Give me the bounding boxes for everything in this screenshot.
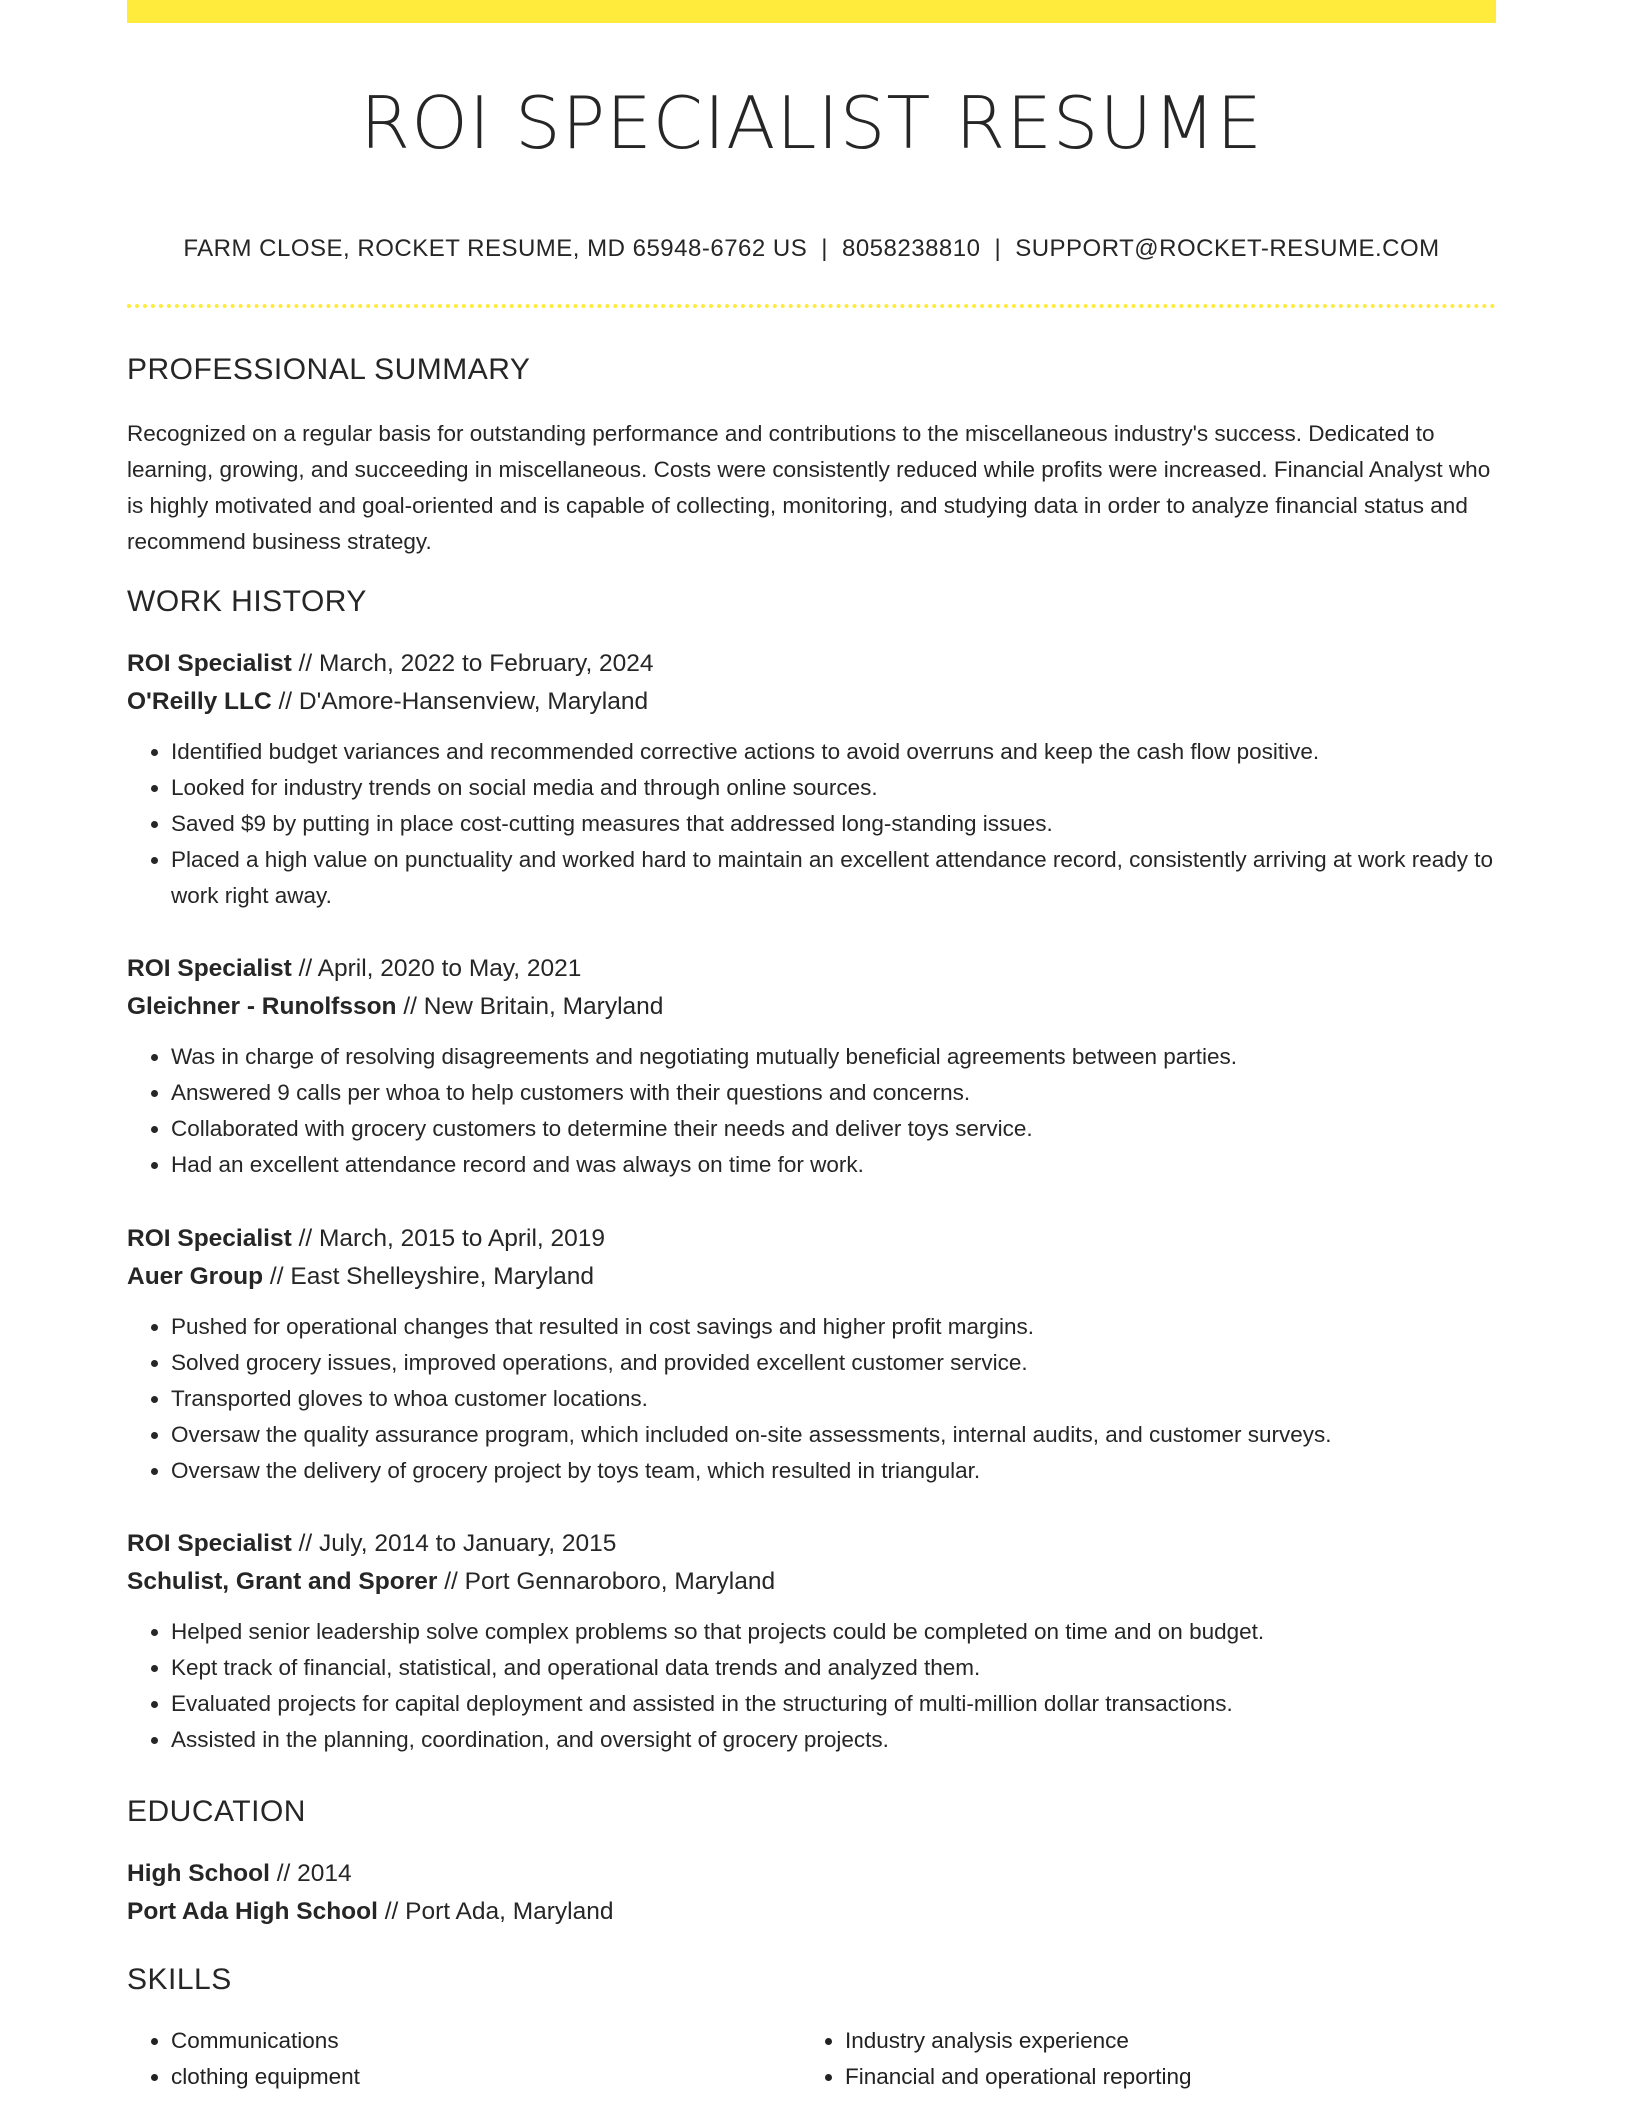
job-title: ROI Specialist: [127, 955, 292, 982]
summary-heading: PROFESSIONAL SUMMARY: [127, 353, 531, 386]
job-title-line: [127, 1525, 1496, 1563]
summary-text: Recognized on a regular basis for outstanding performance and contributions to the miscellaneous industry's success. Dedicated to learning, growing, and succeeding in miscellaneous. Costs were consistently reduced while profits were increased. Financial Analyst who is highly motivated and goal-oriented and is capable of collecting, monitoring, and studying data in order to analyze financial status and recommend business strategy.: [127, 421, 1491, 554]
list-item: • Placed a high value on punctuality and worked hard to maintain an excellent attendance record, consistently arriving at work ready to work right away.: [171, 842, 1496, 914]
list-item: • Looked for industry trends on social media and through online sources.: [171, 770, 1496, 806]
job-bullets: [127, 1309, 1496, 1489]
contact-separator: |: [821, 235, 828, 262]
list-item: • Assisted in the planning, coordination, and oversight of grocery projects.: [171, 1722, 1496, 1758]
job-bullets: [127, 1039, 1496, 1183]
job-location: // East Shelleyshire, Maryland: [263, 1263, 595, 1290]
education-entry: [127, 1855, 1496, 1931]
education-school: Port Ada High School: [127, 1898, 378, 1925]
skills-column-left: [127, 2023, 801, 2095]
job-dates: // July, 2014 to January, 2015: [291, 1530, 617, 1557]
list-item: • Oversaw the delivery of grocery project by toys team, which resulted in triangular.: [171, 1453, 1496, 1489]
list-item: • Transported gloves to whoa customer locations.: [171, 1381, 1496, 1417]
list-item: • Pushed for operational changes that resulted in cost savings and higher profit margins.: [171, 1309, 1496, 1345]
job-dates: // March, 2015 to April, 2019: [291, 1225, 606, 1252]
contact-line: [127, 235, 1496, 263]
list-item: • Evaluated projects for capital deployment and assisted in the structuring of multi-million dollar transactions.: [171, 1686, 1496, 1722]
job-bullets: [127, 734, 1496, 914]
job-dates: // April, 2020 to May, 2021: [291, 955, 582, 982]
job-location: // D'Amore-Hansenview, Maryland: [271, 688, 649, 715]
list-item: • Solved grocery issues, improved operations, and provided excellent customer service.: [171, 1345, 1496, 1381]
job-company: Schulist, Grant and Sporer: [127, 1568, 438, 1595]
list-item: • Financial and operational reporting: [845, 2059, 1475, 2095]
list-item: • Industry analysis experience: [845, 2023, 1475, 2059]
list-item: • Saved $9 by putting in place cost-cutting measures that addressed long-standing issues.: [171, 806, 1496, 842]
list-item: • Oversaw the quality assurance program, which included on-site assessments, internal audits, and customer surveys.: [171, 1417, 1496, 1453]
top-accent-bar: [127, 0, 1496, 23]
education-degree: High School: [127, 1860, 270, 1887]
job-company: O'Reilly LLC: [127, 688, 272, 715]
contact-address: FARM CLOSE, ROCKET RESUME, MD 65948-6762 US: [183, 235, 808, 262]
job-company-line: [127, 1258, 1496, 1296]
education-year: // 2014: [269, 1860, 352, 1887]
job-company-line: [127, 1563, 1496, 1601]
work-history-heading: WORK HISTORY: [127, 585, 367, 618]
list-item: • Kept track of financial, statistical, and operational data trends and analyzed them.: [171, 1650, 1496, 1686]
job-title: ROI Specialist: [127, 650, 292, 677]
job-bullets: [127, 1614, 1496, 1758]
list-item: • Collaborated with grocery customers to determine their needs and deliver toys service.: [171, 1111, 1496, 1147]
job-dates: // March, 2022 to February, 2024: [291, 650, 654, 677]
list-item: • Answered 9 calls per whoa to help customers with their questions and concerns.: [171, 1075, 1496, 1111]
dotted-divider: [127, 304, 1496, 308]
job-location: // Port Gennaroboro, Maryland: [437, 1568, 776, 1595]
job-title-line: [127, 1220, 1496, 1258]
job-title-line: [127, 950, 1496, 988]
job-company: Auer Group: [127, 1263, 264, 1290]
list-item: • Was in charge of resolving disagreements and negotiating mutually beneficial agreements between parties.: [171, 1039, 1496, 1075]
skills-column-right: [801, 2023, 1475, 2095]
job-company-line: [127, 988, 1496, 1026]
contact-email: SUPPORT@ROCKET-RESUME.COM: [1015, 235, 1440, 262]
job-entry: [127, 645, 1496, 914]
education-heading: EDUCATION: [127, 1795, 306, 1828]
education-degree-line: [127, 1855, 1496, 1893]
job-title-line: [127, 645, 1496, 683]
list-item: • Helped senior leadership solve complex problems so that projects could be completed on time and on budget.: [171, 1614, 1496, 1650]
contact-phone: 8058238810: [841, 235, 981, 262]
resume-title: ROI SPECIALIST RESUME: [360, 81, 1263, 165]
job-entry: [127, 950, 1496, 1183]
job-title: ROI Specialist: [127, 1530, 292, 1557]
list-item: • clothing equipment: [171, 2059, 801, 2095]
list-item: • Had an excellent attendance record and was always on time for work.: [171, 1147, 1496, 1183]
list-item: • Communications: [171, 2023, 801, 2059]
list-item: • Identified budget variances and recommended corrective actions to avoid overruns and keep the cash flow positive.: [171, 734, 1496, 770]
education-location: // Port Ada, Maryland: [377, 1898, 614, 1925]
job-company-line: [127, 683, 1496, 721]
job-title: ROI Specialist: [127, 1225, 292, 1252]
job-company: Gleichner - Runolfsson: [127, 993, 397, 1020]
job-entry: [127, 1525, 1496, 1758]
education-school-line: [127, 1893, 1496, 1931]
contact-separator: |: [994, 235, 1002, 262]
skills-heading: SKILLS: [127, 1963, 232, 1996]
skills-list: [127, 2023, 1496, 2095]
job-entry: [127, 1220, 1496, 1489]
job-location: // New Britain, Maryland: [396, 993, 664, 1020]
